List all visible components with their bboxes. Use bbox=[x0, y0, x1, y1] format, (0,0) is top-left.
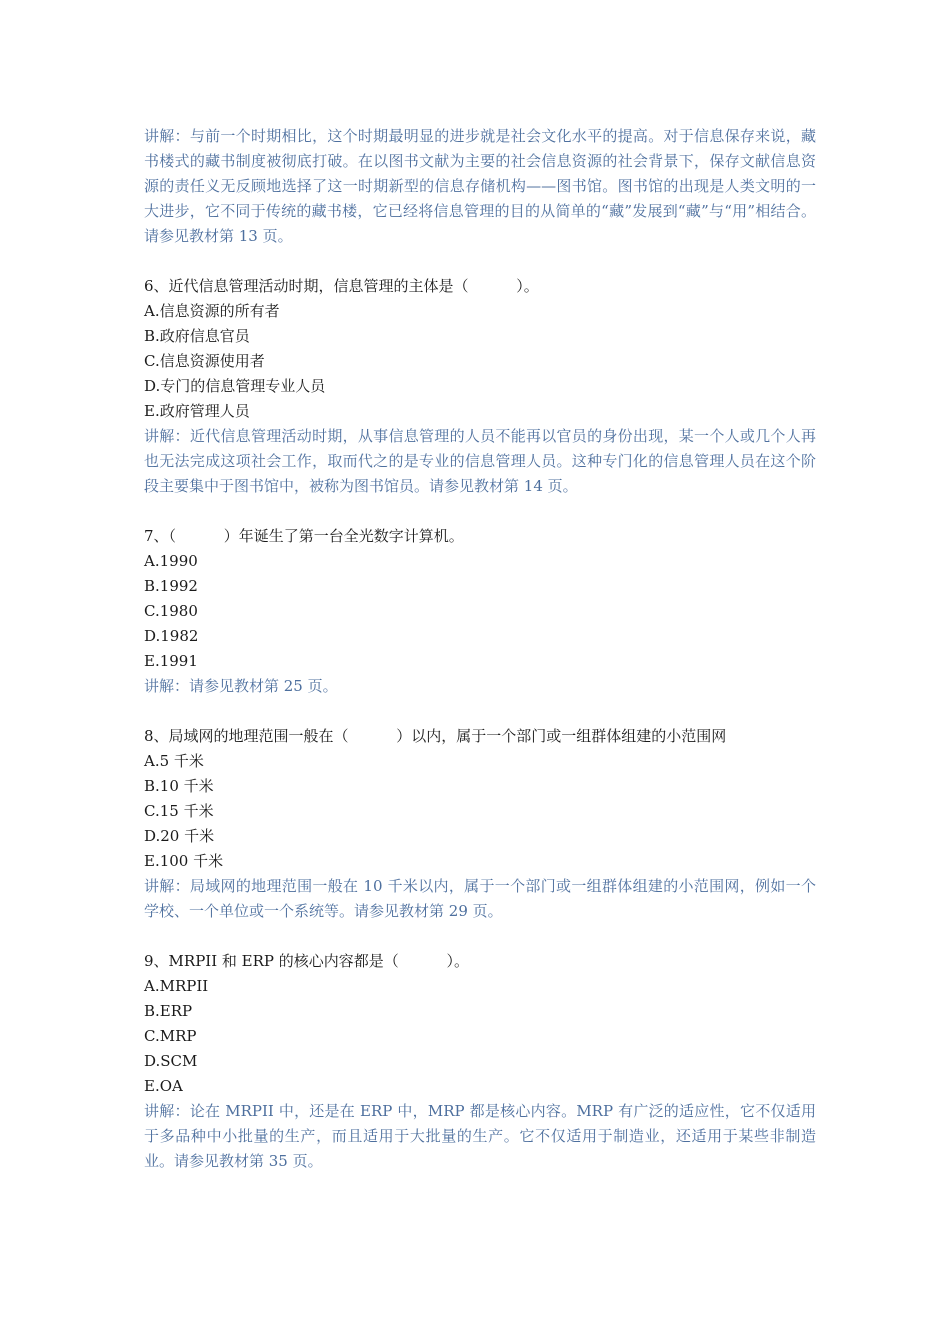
question-8 bbox=[144, 724, 816, 924]
question-stem: 6、近代信息管理活动时期，信息管理的主体是（ ）。 bbox=[144, 277, 539, 295]
option-d: D.专门的信息管理专业人员 bbox=[144, 377, 326, 395]
option-d: D.1982 bbox=[144, 627, 199, 645]
question-explanation: 讲解：论在 MRPII 中，还是在 ERP 中，MRP 都是核心内容。MRP 有广泛的适应性，它不仅适用于多品种中小批量的生产，而且适用于大批量的生产。它不仅适用于制造业，还适用于某些非制造业。请参见教材第 35 页。 bbox=[144, 1102, 816, 1170]
option-e: E.政府管理人员 bbox=[144, 402, 250, 420]
question-explanation: 讲解：近代信息管理活动时期，从事信息管理的人员不能再以官员的身份出现，某一个人或几个人再也无法完成这项社会工作，取而代之的是专业的信息管理人员。这种专门化的信息管理人员在这个阶段主要集中于图书馆中，被称为图书馆员。请参见教材第 14 页。 bbox=[144, 427, 816, 495]
spacer bbox=[144, 699, 816, 724]
spacer bbox=[144, 499, 816, 524]
question-stem: 7、（ ）年诞生了第一台全光数字计算机。 bbox=[144, 527, 464, 545]
option-c: C.信息资源使用者 bbox=[144, 352, 265, 370]
intro-explanation: 讲解：与前一个时期相比，这个时期最明显的进步就是社会文化水平的提高。对于信息保存来说，藏书楼式的藏书制度被彻底打破。在以图书文献为主要的社会信息资源的社会背景下，保存文献信息资源的责任义无反顾地选择了这一时期新型的信息存储机构——图书馆。图书馆的出现是人类文明的一大进步，它不同于传统的藏书楼，它已经将信息管理的目的从简单的“藏”发展到“藏”与“用”相结合。请参见教材第 13 页。 bbox=[144, 127, 816, 245]
option-d: D.20 千米 bbox=[144, 827, 215, 845]
question-explanation: 讲解：请参见教材第 25 页。 bbox=[144, 677, 338, 695]
question-7 bbox=[144, 524, 816, 699]
question-explanation: 讲解：局域网的地理范围一般在 10 千米以内，属于一个部门或一组群体组建的小范围网，例如一个学校、一个单位或一个系统等。请参见教材第 29 页。 bbox=[144, 877, 816, 920]
question-6 bbox=[144, 274, 816, 499]
question-9 bbox=[144, 949, 816, 1174]
option-b: B.10 千米 bbox=[144, 777, 214, 795]
option-c: C.MRP bbox=[144, 1027, 197, 1045]
option-b: B.政府信息官员 bbox=[144, 327, 250, 345]
option-e: E.OA bbox=[144, 1077, 183, 1095]
option-a: A.信息资源的所有者 bbox=[144, 302, 280, 320]
option-d: D.SCM bbox=[144, 1052, 198, 1070]
option-c: C.1980 bbox=[144, 602, 198, 620]
option-c: C.15 千米 bbox=[144, 802, 214, 820]
question-stem: 8、局域网的地理范围一般在（ ）以内，属于一个部门或一组群体组建的小范围网 bbox=[144, 727, 727, 745]
option-a: A.5 千米 bbox=[144, 752, 204, 770]
option-e: E.100 千米 bbox=[144, 852, 224, 870]
option-e: E.1991 bbox=[144, 652, 198, 670]
option-a: A.MRPII bbox=[144, 977, 209, 995]
spacer bbox=[144, 924, 816, 949]
spacer bbox=[144, 249, 816, 274]
option-b: B.ERP bbox=[144, 1002, 193, 1020]
document-page bbox=[144, 124, 816, 1174]
question-stem: 9、MRPII 和 ERP 的核心内容都是（ ）。 bbox=[144, 952, 469, 970]
option-b: B.1992 bbox=[144, 577, 198, 595]
option-a: A.1990 bbox=[144, 552, 198, 570]
